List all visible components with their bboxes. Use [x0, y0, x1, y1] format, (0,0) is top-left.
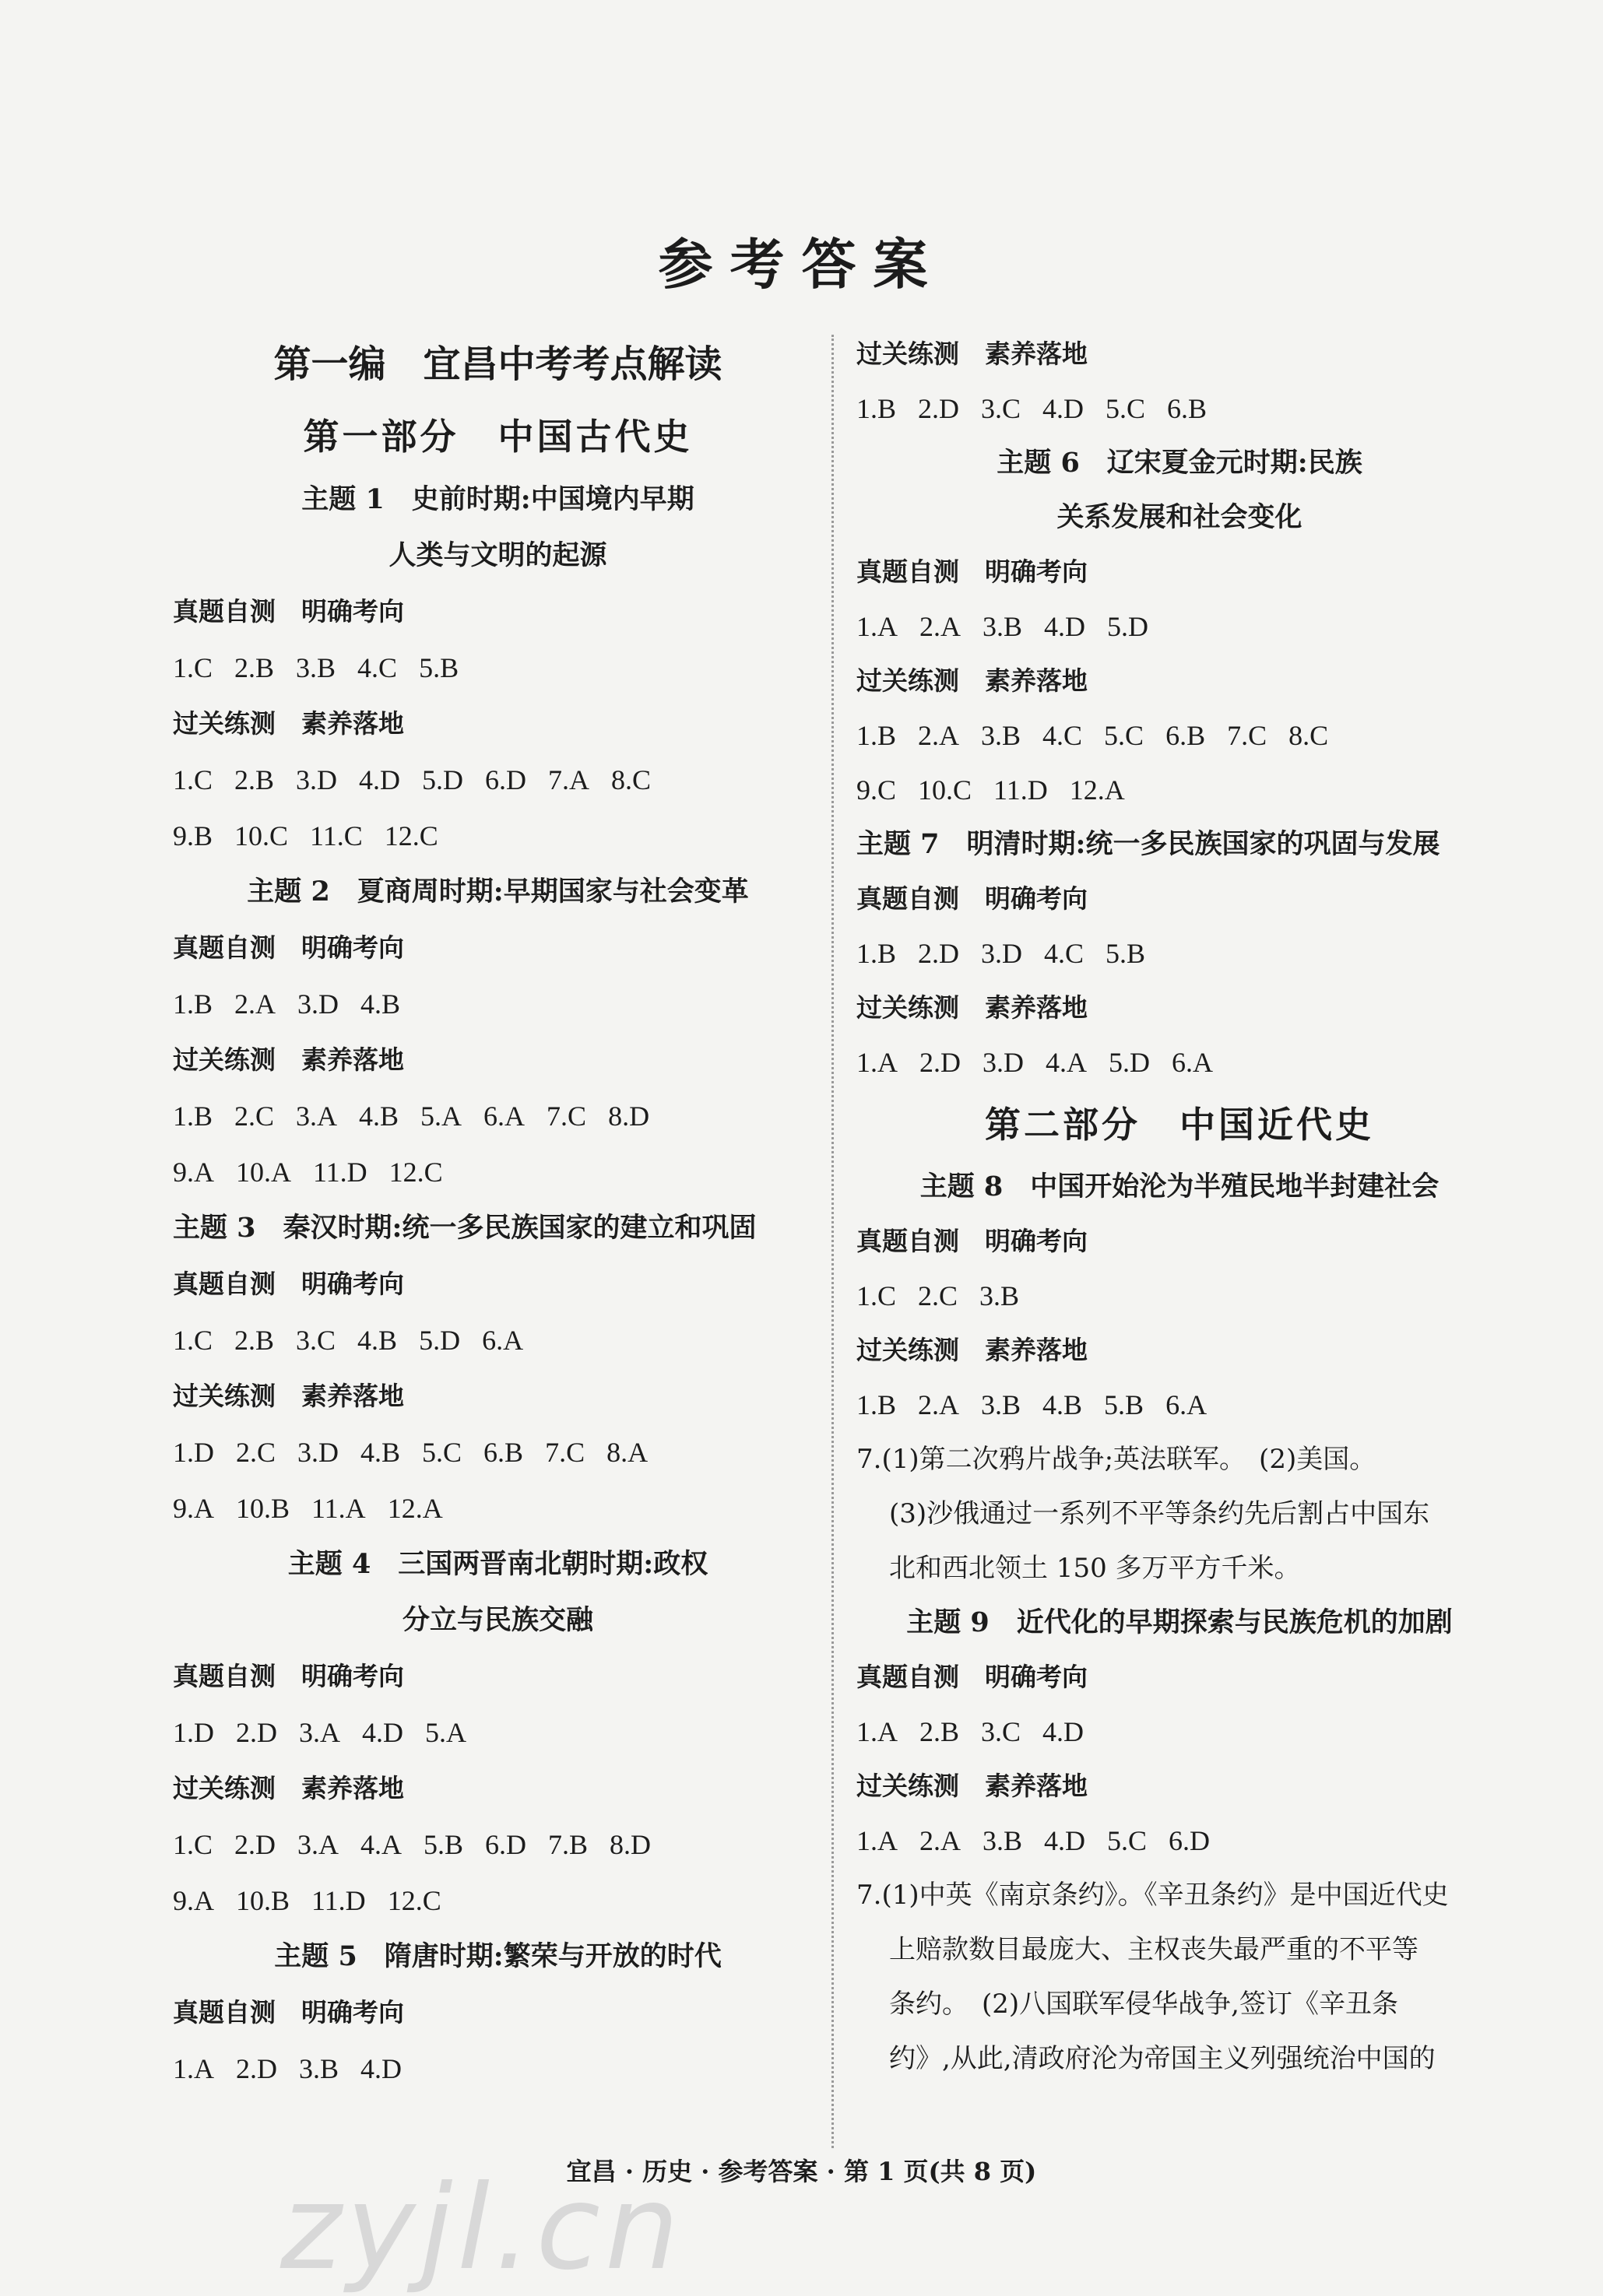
answer-item: 6.A	[1172, 1047, 1213, 1078]
answer-row	[173, 1704, 823, 1761]
answer-text: 上赔款数目最庞大、主权丧失最严重的不平等	[889, 1934, 1418, 1965]
answer-item: 8.D	[608, 1101, 650, 1132]
answer-item: 2.B	[234, 1325, 275, 1356]
answer-item: 4.C	[1044, 938, 1084, 969]
answer-item: 1.C	[173, 1829, 213, 1860]
answer-item: 7.C	[547, 1101, 587, 1132]
answer-item: 11.D	[313, 1157, 367, 1188]
answer-item: 10.B	[236, 1493, 290, 1524]
answer-item: 3.D	[297, 988, 339, 1020]
topic-heading: 主题 8 中国开始沦为半殖民地半封建社会	[919, 1171, 1440, 1202]
answer-item: 4.B	[360, 988, 401, 1020]
section-label: 真题自测 明确考向	[173, 1997, 404, 2027]
page-footer: 宜昌 · 历史 · 参考答案 · 第 1 页(共 8 页)	[566, 2157, 1037, 2186]
answer-row	[856, 1378, 1503, 1432]
answer-item: 3.D	[297, 1437, 339, 1468]
answer-item: 2.C	[918, 1280, 958, 1311]
topic-heading: 主题 3 秦汉时期:统一多民族国家的建立和巩固	[173, 1212, 757, 1244]
answer-item: 4.D	[1044, 611, 1086, 642]
answer-item: 1.B	[856, 938, 897, 969]
answer-item: 4.D	[359, 764, 401, 795]
section-label: 过关练测 素养落地	[173, 708, 404, 739]
answer-item: 3.D	[983, 1047, 1024, 1078]
answer-item: 5.B	[419, 652, 459, 683]
section-label: 真题自测 明确考向	[856, 1226, 1088, 1256]
answer-item: 1.C	[173, 1325, 213, 1356]
answer-item: 6.D	[1169, 1825, 1211, 1856]
volume-heading: 第一编 宜昌中考考点解读	[273, 342, 722, 386]
answer-item: 4.D	[360, 2053, 403, 2084]
answer-item: 3.A	[296, 1101, 338, 1132]
answer-item: 5.A	[425, 1717, 466, 1748]
answer-item: 1.A	[856, 1825, 898, 1856]
answer-item: 12.C	[387, 1885, 441, 1916]
column-divider	[831, 335, 834, 2148]
answer-row	[173, 1873, 823, 1929]
answer-item: 9.C	[856, 774, 897, 806]
answer-item: 4.B	[359, 1101, 399, 1132]
answer-text: 北和西北领土 150 多万平方千米。	[889, 1553, 1301, 1584]
answer-item: 6.D	[485, 764, 527, 795]
answer-item: 5.D	[1107, 611, 1149, 642]
answer-row	[173, 752, 823, 808]
answer-item: 3.B	[981, 1389, 1021, 1420]
answer-row	[856, 1813, 1503, 1868]
answer-item: 5.B	[424, 1829, 464, 1860]
right-column	[856, 327, 1503, 2086]
topic-heading: 主题 6 辽宋夏金元时期:民族	[997, 447, 1362, 479]
answer-item: 3.B	[296, 652, 336, 683]
answer-item: 1.B	[173, 1101, 213, 1132]
answer-item: 1.C	[173, 764, 213, 795]
answer-item: 5.D	[419, 1325, 461, 1356]
answer-row	[856, 599, 1503, 654]
answer-item: 3.B	[983, 611, 1023, 642]
answer-item: 2.C	[236, 1437, 276, 1468]
answer-text: 7.(1)第二次鸦片战争;英法联军。 (2)美国。	[856, 1444, 1376, 1475]
answer-item: 3.C	[296, 1325, 336, 1356]
answer-item: 3.A	[297, 1829, 339, 1860]
answer-row	[173, 1480, 823, 1536]
answer-item: 5.B	[1106, 938, 1146, 969]
answer-row	[173, 808, 823, 864]
answer-item: 8.A	[606, 1437, 649, 1468]
answer-item: 3.A	[299, 1717, 340, 1748]
answer-item: 2.A	[919, 611, 961, 642]
section-label: 真题自测 明确考向	[856, 1662, 1088, 1692]
answer-item: 6.A	[483, 1101, 526, 1132]
answer-item: 1.A	[856, 611, 898, 642]
watermark: zyjl.cn	[280, 2161, 684, 2296]
answer-item: 2.A	[234, 988, 276, 1020]
answer-item: 9.A	[173, 1885, 214, 1916]
answer-item: 6.A	[482, 1325, 524, 1356]
answer-item: 8.C	[1288, 720, 1329, 751]
answer-item: 5.C	[422, 1437, 462, 1468]
answer-item: 2.A	[918, 720, 960, 751]
answer-item: 3.C	[981, 1716, 1021, 1747]
answer-item: 4.D	[1042, 393, 1084, 424]
answer-item: 3.B	[979, 1280, 1020, 1311]
answer-item: 11.D	[311, 1885, 366, 1916]
answer-row	[856, 1035, 1503, 1090]
answer-item: 2.D	[918, 938, 960, 969]
answer-item: 1.A	[173, 2053, 214, 2084]
answer-item: 10.A	[236, 1157, 291, 1188]
answer-row	[173, 2041, 823, 2097]
answer-item: 4.C	[357, 652, 398, 683]
answer-item: 1.C	[173, 652, 213, 683]
answer-item: 5.D	[1109, 1047, 1150, 1078]
answer-item: 4.B	[360, 1437, 401, 1468]
answer-item: 10.C	[918, 774, 972, 806]
answer-item: 4.C	[1042, 720, 1083, 751]
answer-text: 7.(1)中英《南京条约》。《辛丑条约》是中国近代史	[856, 1880, 1449, 1911]
answer-item: 1.B	[856, 393, 897, 424]
answer-item: 3.B	[981, 720, 1021, 751]
answer-item: 7.A	[548, 764, 590, 795]
topic-heading: 主题 5 隋唐时期:繁荣与开放的时代	[274, 1940, 722, 1972]
section-label: 真题自测 明确考向	[173, 1269, 404, 1299]
answer-item: 4.D	[1044, 1825, 1086, 1856]
answer-item: 12.C	[384, 820, 438, 851]
answer-row	[173, 1312, 823, 1368]
answer-item: 1.A	[856, 1716, 898, 1747]
section-label: 过关练测 素养落地	[856, 992, 1088, 1023]
answer-row	[856, 763, 1503, 817]
answer-item: 5.C	[1107, 1825, 1148, 1856]
answer-item: 8.C	[611, 764, 652, 795]
answer-item: 9.B	[173, 820, 213, 851]
answer-item: 3.B	[983, 1825, 1023, 1856]
answer-item: 2.B	[234, 764, 275, 795]
answer-item: 7.C	[545, 1437, 585, 1468]
answer-row	[173, 640, 823, 696]
answer-item: 2.D	[919, 1047, 961, 1078]
answer-item: 1.B	[856, 1389, 897, 1420]
answer-item: 6.D	[485, 1829, 527, 1860]
answer-row	[856, 1704, 1503, 1759]
answer-item: 7.B	[548, 1829, 589, 1860]
section-label: 过关练测 素养落地	[173, 1773, 404, 1803]
section-label: 过关练测 素养落地	[856, 1771, 1088, 1801]
answer-item: 4.D	[1042, 1716, 1084, 1747]
answer-item: 10.C	[234, 820, 289, 851]
topic-heading: 主题 2 夏商周时期:早期国家与社会变革	[247, 876, 749, 908]
answer-row	[856, 708, 1503, 763]
answer-item: 3.B	[299, 2053, 339, 2084]
answer-item: 3.C	[981, 393, 1021, 424]
answer-item: 1.B	[856, 720, 897, 751]
topic-heading: 主题 1 史前时期:中国境内早期	[301, 483, 694, 515]
answer-item: 1.D	[173, 1437, 214, 1468]
answer-item: 1.B	[173, 988, 213, 1020]
answer-item: 12.A	[1069, 774, 1125, 806]
answer-item: 3.D	[981, 938, 1023, 969]
answer-item: 9.A	[173, 1493, 214, 1524]
answer-item: 12.A	[387, 1493, 443, 1524]
answer-row	[856, 381, 1503, 436]
answer-row	[173, 1144, 823, 1200]
answer-item: 2.D	[918, 393, 960, 424]
answer-row	[173, 1088, 823, 1144]
section-label: 真题自测 明确考向	[173, 596, 404, 627]
answer-item: 6.B	[1165, 720, 1206, 751]
answer-item: 5.B	[1104, 1389, 1144, 1420]
section-label: 过关练测 素养落地	[856, 339, 1088, 369]
part-heading: 第二部分 中国近代史	[985, 1104, 1374, 1146]
topic-heading-cont: 分立与民族交融	[402, 1604, 593, 1636]
answer-item: 12.C	[388, 1157, 443, 1188]
left-column	[173, 327, 823, 2097]
answer-item: 4.B	[1042, 1389, 1083, 1420]
answer-item: 5.A	[420, 1101, 462, 1132]
answer-item: 1.A	[856, 1047, 898, 1078]
part-heading: 第一部分 中国古代史	[303, 416, 693, 458]
answer-item: 6.B	[1167, 393, 1208, 424]
answer-item: 5.D	[422, 764, 464, 795]
answer-row	[173, 1817, 823, 1873]
answer-item: 5.C	[1106, 393, 1146, 424]
answer-item: 1.C	[856, 1280, 897, 1311]
answer-item: 3.D	[296, 764, 338, 795]
answer-item: 11.C	[310, 820, 363, 851]
answer-row	[173, 976, 823, 1032]
section-label: 真题自测 明确考向	[856, 883, 1088, 914]
answer-item: 9.A	[173, 1157, 214, 1188]
answer-item: 2.A	[919, 1825, 961, 1856]
answer-item: 2.D	[234, 1829, 276, 1860]
answer-item: 2.D	[236, 1717, 277, 1748]
section-label: 真题自测 明确考向	[173, 1661, 404, 1691]
section-label: 真题自测 明确考向	[856, 556, 1088, 587]
answer-item: 2.A	[918, 1389, 960, 1420]
section-label: 过关练测 素养落地	[173, 1044, 404, 1075]
answer-item: 4.B	[357, 1325, 398, 1356]
topic-heading: 主题 9 近代化的早期探索与民族危机的加剧	[906, 1606, 1453, 1638]
answer-item: 2.C	[234, 1101, 275, 1132]
topic-heading-cont: 关系发展和社会变化	[1056, 501, 1302, 533]
answer-item: 10.B	[236, 1885, 290, 1916]
page-title: 参考答案	[658, 232, 945, 297]
answer-row	[173, 1424, 823, 1480]
answer-text: 约》,从此,清政府沦为帝国主义列强统治中国的	[889, 2043, 1436, 2074]
section-label: 真题自测 明确考向	[173, 932, 404, 963]
answer-item: 11.A	[311, 1493, 366, 1524]
topic-heading: 主题 7 明清时期:统一多民族国家的巩固与发展	[856, 828, 1440, 860]
answer-text: (3)沙俄通过一系列不平等条约先后割占中国东	[889, 1498, 1430, 1529]
section-label: 过关练测 素养落地	[173, 1381, 404, 1411]
answer-item: 5.C	[1104, 720, 1144, 751]
section-label: 过关练测 素养落地	[856, 665, 1088, 696]
topic-heading-cont: 人类与文明的起源	[388, 539, 607, 571]
answer-item: 2.B	[919, 1716, 960, 1747]
answer-item: 4.A	[1046, 1047, 1087, 1078]
answer-item: 2.B	[234, 652, 275, 683]
answer-row	[856, 926, 1503, 981]
answer-item: 4.A	[360, 1829, 403, 1860]
topic-heading: 主题 4 三国两晋南北朝时期:政权	[287, 1548, 708, 1580]
answer-item: 4.D	[362, 1717, 403, 1748]
answer-item: 6.A	[1165, 1389, 1208, 1420]
answer-item: 2.D	[236, 2053, 277, 2084]
answer-item: 7.C	[1227, 720, 1267, 751]
answer-item: 8.D	[610, 1829, 652, 1860]
section-label: 过关练测 素养落地	[856, 1335, 1088, 1365]
answer-item: 1.D	[173, 1717, 214, 1748]
answer-text: 条约。 (2)八国联军侵华战争,签订《辛丑条	[889, 1989, 1398, 2020]
answer-item: 11.D	[993, 774, 1048, 806]
answer-row	[856, 1269, 1503, 1323]
answer-item: 6.B	[483, 1437, 524, 1468]
